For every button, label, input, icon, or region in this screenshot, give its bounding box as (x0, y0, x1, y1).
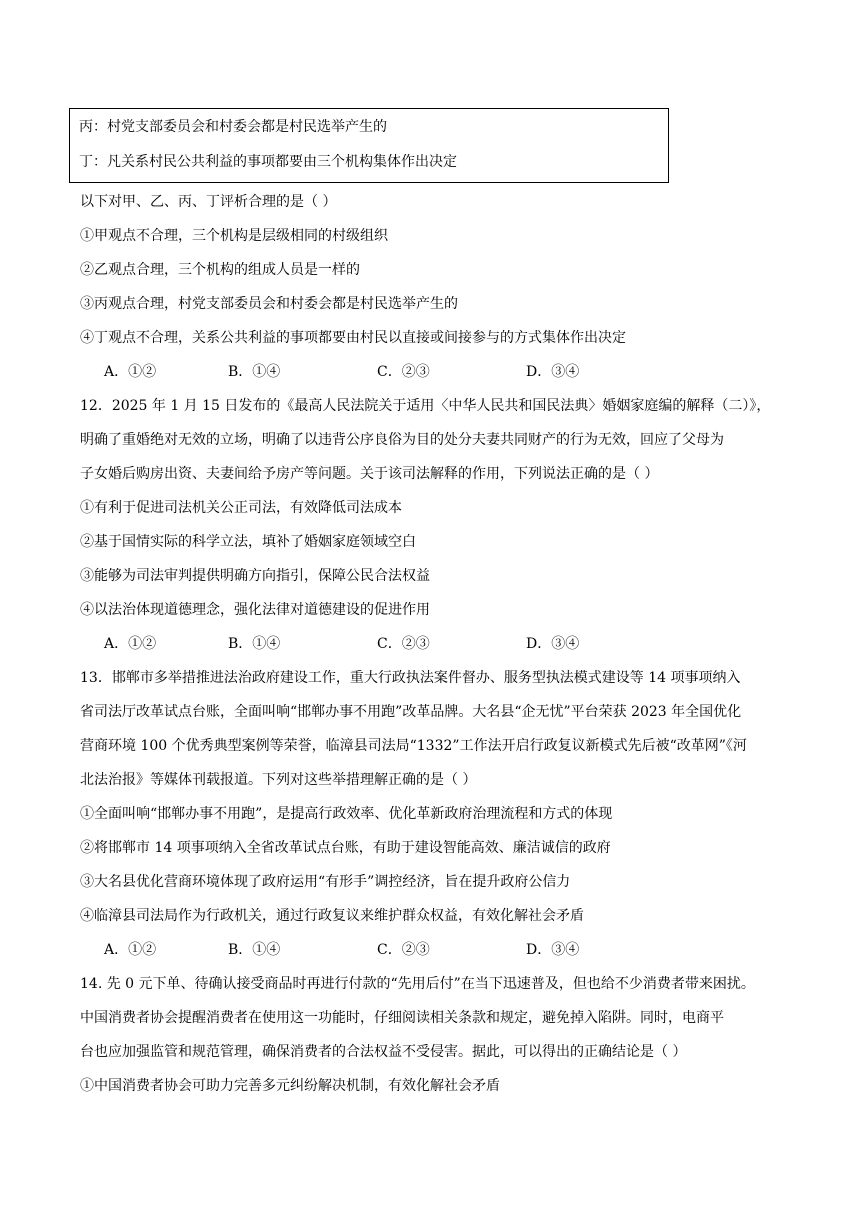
q11-choice-d[interactable]: D．③④ (526, 364, 580, 380)
q12-choice-b[interactable]: B．①④ (228, 636, 281, 652)
q13-choice-c[interactable]: C．②③ (377, 942, 430, 958)
q11-stem: 以下对甲、乙、丙、丁评析合理的是（ ） (80, 194, 337, 210)
q14-stem-line-3: 台也应加强监管和规范管理，确保消费者的合法权益不受侵害。据此，可以得出的正确结论是（ ） (80, 1044, 687, 1060)
q12-option-3: ③能够为司法审判提供明确方向指引，保障公民合法权益 (80, 568, 430, 584)
q11-option-3: ③丙观点合理，村党支部委员会和村委会都是村民选举产生的 (80, 296, 458, 312)
q12-choice-c[interactable]: C．②③ (377, 636, 430, 652)
q12-choice-a[interactable]: A．①② (104, 636, 157, 652)
q12-option-2: ②基于国情实际的科学立法，填补了婚姻家庭领域空白 (80, 534, 416, 550)
q13-stem-line-3: 营商环境 100 个优秀典型案例等荣誉，临漳县司法局“1332”工作法开启行政复议新模式先后被“改革网”《河 (80, 738, 747, 754)
q12-option-4: ④以法治体现道德理念，强化法律对道德建设的促进作用 (80, 602, 430, 618)
q11-choice-c[interactable]: C．②③ (377, 364, 430, 380)
q11-choice-a[interactable]: A．①② (104, 364, 157, 380)
q12-stem-line-2: 明确了重婚绝对无效的立场，明确了以违背公序良俗为目的处分夫妻共同财产的行为无效，回应了父母为 (80, 432, 724, 448)
q12-choice-d[interactable]: D．③④ (526, 636, 580, 652)
q13-stem-line-1: 13．邯郸市多举措推进法治政府建设工作，重大行政执法案件督办、服务型执法模式建设等 14 项事项纳入 (80, 670, 741, 686)
q11-option-1: ①甲观点不合理，三个机构是层级相同的村级组织 (80, 228, 388, 244)
q11-option-2: ②乙观点合理，三个机构的组成人员是一样的 (80, 262, 360, 278)
q14-stem-line-2: 中国消费者协会提醒消费者在使用这一功能时，仔细阅读相关条款和规定，避免掉入陷阱。同时，电商平 (80, 1010, 724, 1026)
q12-option-1: ①有利于促进司法机关公正司法，有效降低司法成本 (80, 500, 402, 516)
q12-stem-line-1: 12．2025 年 1 月 15 日发布的《最高人民法院关于适用〈中华人民共和国民法典〉婚姻家庭编的解释（二）》， (80, 398, 771, 414)
statement-ding: 丁：凡关系村民公共利益的事项都要由三个机构集体作出决定 (79, 154, 457, 170)
q14-stem-line-1: 14. 先 0 元下单、待确认接受商品时再进行付款的“先用后付”在当下迅速普及，但也给不少消费者带来困扰。 (80, 976, 755, 992)
q13-option-1: ①全面叫响“邯郸办事不用跑”，是提高行政效率、优化革新政府治理流程和方式的体现 (80, 806, 613, 822)
q13-option-2: ②将邯郸市 14 项事项纳入全省改革试点台账，有助于建设智能高效、廉洁诚信的政府 (80, 840, 611, 856)
q13-option-4: ④临漳县司法局作为行政机关，通过行政复议来维护群众权益，有效化解社会矛盾 (80, 908, 584, 924)
statement-bing: 丙：村党支部委员会和村委会都是村民选举产生的 (79, 119, 387, 135)
q13-stem-line-4: 北法治报》等媒体刊载报道。下列对这些举措理解正确的是（ ） (80, 772, 477, 788)
q13-choice-b[interactable]: B．①④ (228, 942, 281, 958)
q11-option-4: ④丁观点不合理，关系公共利益的事项都要由村民以直接或间接参与的方式集体作出决定 (80, 330, 626, 346)
q14-option-1: ①中国消费者协会可助力完善多元纠纷解决机制，有效化解社会矛盾 (80, 1078, 500, 1094)
quoted-statements-box (69, 108, 669, 183)
q11-choice-b[interactable]: B．①④ (228, 364, 281, 380)
q12-stem-line-3: 子女婚后购房出资、夫妻间给予房产等问题。关于该司法解释的作用，下列说法正确的是（ ） (80, 466, 659, 482)
q13-choice-d[interactable]: D．③④ (526, 942, 580, 958)
q13-stem-line-2: 省司法厅改革试点台账，全面叫响“邯郸办事不用跑”改革品牌。大名县“企无忧”平台荣获 2023 年全国优化 (80, 704, 742, 720)
q13-choice-a[interactable]: A．①② (104, 942, 157, 958)
q13-option-3: ③大名县优化营商环境体现了政府运用“有形手”调控经济，旨在提升政府公信力 (80, 874, 571, 890)
